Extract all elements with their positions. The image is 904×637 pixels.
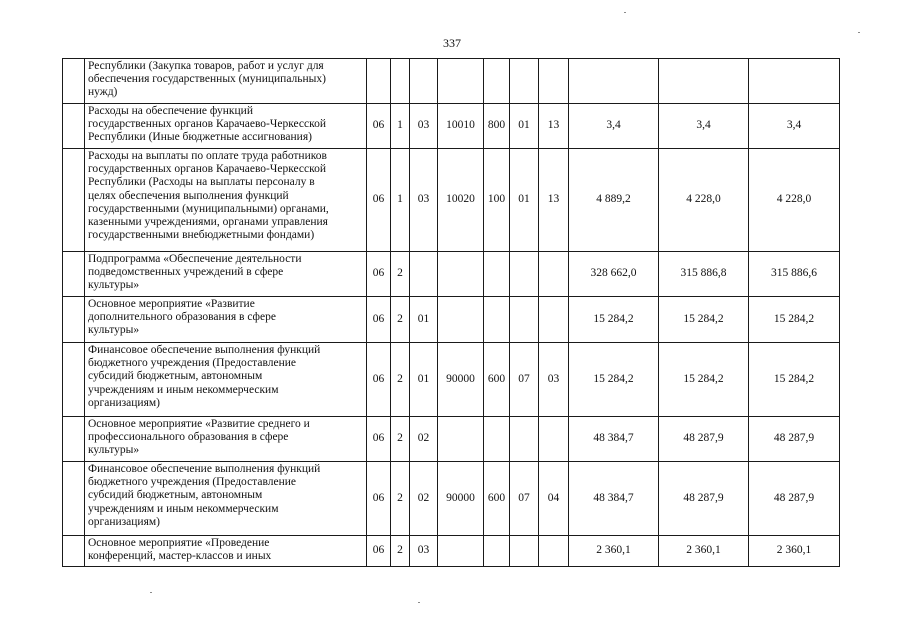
- code-ministry: 06: [367, 462, 391, 536]
- code-direction: 10010: [438, 104, 484, 149]
- code-expense-type: 600: [484, 462, 510, 536]
- code-subsection: 13: [539, 149, 569, 252]
- page-number: 337: [443, 36, 461, 50]
- code-subsection: 03: [539, 343, 569, 417]
- code-direction: [438, 417, 484, 462]
- code-subprogram: 2: [391, 343, 410, 417]
- code-expense-type: [484, 297, 510, 343]
- code-subsection: 04: [539, 462, 569, 536]
- row-description: [85, 252, 367, 297]
- code-expense-type: 800: [484, 104, 510, 149]
- row-marker-cell: [63, 417, 85, 462]
- table-row: [63, 536, 840, 567]
- code-direction: [438, 252, 484, 297]
- row-description: [85, 462, 367, 536]
- row-description: [85, 104, 367, 149]
- description-line: обеспечения государственных (муниципальных): [88, 73, 326, 86]
- description-line: профессионального образования в сфере: [88, 431, 289, 444]
- code-direction: 10020: [438, 149, 484, 252]
- description-line: Подпрограмма «Обеспечение деятельности: [88, 253, 302, 265]
- code-expense-type: [484, 252, 510, 297]
- code-subsection: [539, 417, 569, 462]
- table-row: [63, 297, 840, 343]
- scan-speck: [418, 602, 420, 603]
- table-row: [63, 343, 840, 417]
- amount-year-3: 15 284,2: [749, 297, 840, 343]
- description-line: культуры»: [88, 279, 140, 292]
- row-marker-cell: [63, 149, 85, 252]
- description-line: Расходы на выплаты по оплате труда работников: [88, 150, 327, 162]
- code-direction: 90000: [438, 343, 484, 417]
- code-subprogram: 2: [391, 536, 410, 567]
- table-row: [63, 59, 840, 104]
- description-line: нужд): [88, 86, 118, 99]
- amount-year-2: 315 886,8: [659, 252, 749, 297]
- row-marker-cell: [63, 104, 85, 149]
- code-event: 01: [410, 297, 438, 343]
- code-event: [410, 59, 438, 104]
- code-event: 03: [410, 104, 438, 149]
- description-line: государственными (муниципальными) органами,: [88, 202, 329, 215]
- code-subsection: [539, 297, 569, 343]
- description-line: учреждениям и иным некоммерческим: [88, 502, 279, 515]
- code-section: [510, 297, 539, 343]
- amount-year-3: 48 287,9: [749, 417, 840, 462]
- description-line: подведомственных учреждений в сфере: [88, 266, 284, 279]
- code-section: 07: [510, 462, 539, 536]
- code-ministry: 06: [367, 536, 391, 567]
- table-row: [63, 149, 840, 252]
- code-subsection: [539, 536, 569, 567]
- code-section: 01: [510, 149, 539, 252]
- row-description: [85, 297, 367, 343]
- description-line: дополнительного образования в сфере: [88, 311, 276, 324]
- amount-year-1: 3,4: [569, 104, 659, 149]
- code-expense-type: [484, 417, 510, 462]
- amount-year-1: 2 360,1: [569, 536, 659, 567]
- description-line: Республики (Иные бюджетные ассигнования): [88, 131, 312, 144]
- description-line: государственных органов Карачаево-Черкесской: [88, 118, 327, 131]
- code-expense-type: [484, 536, 510, 567]
- description-line: конференций, мастер-классов и иных: [88, 550, 272, 563]
- description-line: культуры»: [88, 444, 140, 457]
- code-direction: 90000: [438, 462, 484, 536]
- row-description: [85, 59, 367, 104]
- amount-year-2: 48 287,9: [659, 462, 749, 536]
- amount-year-3: 4 228,0: [749, 149, 840, 252]
- row-marker-cell: [63, 536, 85, 567]
- code-event: 01: [410, 343, 438, 417]
- code-event: 02: [410, 462, 438, 536]
- code-subsection: [539, 59, 569, 104]
- scan-speck: [858, 32, 860, 33]
- code-ministry: 06: [367, 297, 391, 343]
- code-event: 03: [410, 149, 438, 252]
- code-direction: [438, 297, 484, 343]
- table-row: [63, 417, 840, 462]
- code-ministry: 06: [367, 343, 391, 417]
- description-line: субсидий бюджетным, автономным: [88, 489, 263, 502]
- amount-year-1: 15 284,2: [569, 297, 659, 343]
- row-marker-cell: [63, 252, 85, 297]
- row-marker-cell: [63, 462, 85, 536]
- description-line: Республики (Расходы на выплаты персоналу в: [88, 176, 315, 189]
- table-row: [63, 104, 840, 149]
- description-line: целях обеспечения выполнения функций: [88, 189, 289, 202]
- amount-year-3: 15 284,2: [749, 343, 840, 417]
- code-subprogram: [391, 59, 410, 104]
- description-line: Финансовое обеспечение выполнения функций: [88, 463, 321, 475]
- code-expense-type: 100: [484, 149, 510, 252]
- code-subprogram: 2: [391, 462, 410, 536]
- description-line: учреждениям и иным некоммерческим: [88, 383, 279, 396]
- amount-year-1: 48 384,7: [569, 462, 659, 536]
- description-line: бюджетного учреждения (Предоставление: [88, 357, 296, 370]
- description-line: Основное мероприятие «Развитие: [88, 298, 255, 310]
- amount-year-3: 48 287,9: [749, 462, 840, 536]
- row-description: [85, 149, 367, 252]
- amount-year-2: 4 228,0: [659, 149, 749, 252]
- code-subprogram: 1: [391, 104, 410, 149]
- budget-table: [62, 58, 840, 567]
- scan-speck: [150, 592, 152, 593]
- description-line: Финансовое обеспечение выполнения функций: [88, 344, 321, 356]
- row-marker-cell: [63, 59, 85, 104]
- row-marker-cell: [63, 297, 85, 343]
- scan-speck: [624, 12, 626, 13]
- code-ministry: 06: [367, 104, 391, 149]
- code-section: [510, 59, 539, 104]
- amount-year-3: [749, 59, 840, 104]
- code-section: [510, 417, 539, 462]
- amount-year-3: 315 886,6: [749, 252, 840, 297]
- code-section: [510, 252, 539, 297]
- code-expense-type: 600: [484, 343, 510, 417]
- amount-year-1: 15 284,2: [569, 343, 659, 417]
- code-subsection: 13: [539, 104, 569, 149]
- amount-year-1: 328 662,0: [569, 252, 659, 297]
- code-direction: [438, 59, 484, 104]
- row-description: [85, 343, 367, 417]
- code-event: [410, 252, 438, 297]
- code-subprogram: 2: [391, 297, 410, 343]
- description-line: культуры»: [88, 324, 140, 337]
- description-line: субсидий бюджетным, автономным: [88, 370, 263, 383]
- description-line: государственными внебюджетными фондами): [88, 229, 315, 242]
- amount-year-2: [659, 59, 749, 104]
- description-line: Расходы на обеспечение функций: [88, 105, 253, 117]
- description-line: организациям): [88, 515, 160, 528]
- code-ministry: 06: [367, 417, 391, 462]
- code-ministry: 06: [367, 252, 391, 297]
- description-line: Основное мероприятие «Развитие среднего и: [88, 418, 310, 430]
- amount-year-2: 3,4: [659, 104, 749, 149]
- amount-year-2: 48 287,9: [659, 417, 749, 462]
- code-ministry: 06: [367, 149, 391, 252]
- amount-year-1: [569, 59, 659, 104]
- description-line: казенными учреждениями, органами управления: [88, 216, 328, 229]
- description-line: организациям): [88, 396, 160, 409]
- code-event: 02: [410, 417, 438, 462]
- code-section: 07: [510, 343, 539, 417]
- code-subprogram: 2: [391, 252, 410, 297]
- row-marker-cell: [63, 343, 85, 417]
- code-ministry: [367, 59, 391, 104]
- amount-year-1: 48 384,7: [569, 417, 659, 462]
- code-section: 01: [510, 104, 539, 149]
- amount-year-2: 15 284,2: [659, 297, 749, 343]
- table-row: [63, 462, 840, 536]
- amount-year-3: 3,4: [749, 104, 840, 149]
- table-row: [63, 252, 840, 297]
- row-description: [85, 417, 367, 462]
- code-subprogram: 2: [391, 417, 410, 462]
- description-line: государственных органов Карачаево-Черкесской: [88, 163, 327, 176]
- code-direction: [438, 536, 484, 567]
- amount-year-3: 2 360,1: [749, 536, 840, 567]
- amount-year-2: 2 360,1: [659, 536, 749, 567]
- description-line: Республики (Закупка товаров, работ и услуг для: [88, 60, 324, 72]
- code-subsection: [539, 252, 569, 297]
- code-subprogram: 1: [391, 149, 410, 252]
- amount-year-2: 15 284,2: [659, 343, 749, 417]
- code-event: 03: [410, 536, 438, 567]
- description-line: бюджетного учреждения (Предоставление: [88, 476, 296, 489]
- description-line: Основное мероприятие «Проведение: [88, 537, 270, 549]
- row-description: [85, 536, 367, 567]
- amount-year-1: 4 889,2: [569, 149, 659, 252]
- code-section: [510, 536, 539, 567]
- budget-table-body: [63, 59, 840, 567]
- code-expense-type: [484, 59, 510, 104]
